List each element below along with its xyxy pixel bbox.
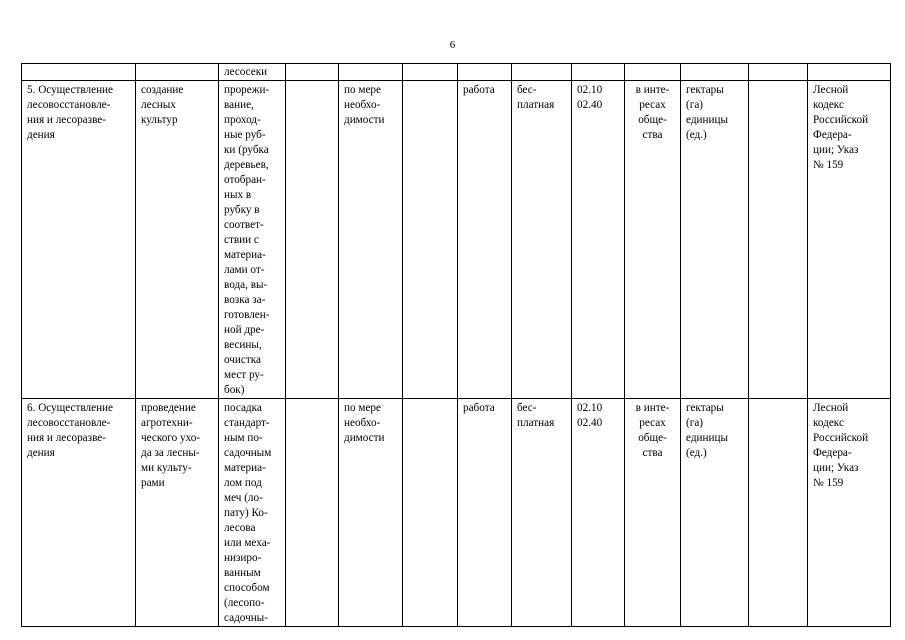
table-row [22,81,891,399]
interest-cell: в инте- ресах обще- ства [625,399,681,627]
table-cell [625,64,681,81]
page-number: 6 [449,39,456,51]
service-name-cell: 5. Осуществление лесовосстановле- ния и лесоразве- дения [22,81,136,399]
type-cell: работа [458,81,512,399]
table-cell [403,399,458,627]
units-cell: гектары (га) единицы (ед.) [681,399,749,627]
payment-cell: бес- платная [512,81,572,399]
work-type-cell: создание лесных культур [136,81,219,399]
table-cell [403,64,458,81]
table-cell [136,64,219,81]
table-row-continuation [22,64,891,81]
table-cell [749,64,808,81]
code-cell: 02.10 02.40 [572,81,625,399]
work-type-cell: проведение агротехни- ческого ухо- да за лесны- ми культу- рами [136,399,219,627]
table-cell [808,64,891,81]
type-cell: работа [458,399,512,627]
code-cell: 02.10 02.40 [572,399,625,627]
work-description-cell: прорежи- вание, проход- ные руб- ки (рубка деревьев, отобран- ных в рубку в соответ- ствии с материа- лами от- вода, вы- возка за- готовлен- ной дре- весины, очистка мест ру- бок) [219,81,286,399]
table-cell [286,399,339,627]
table-cell [22,64,136,81]
units-cell: гектары (га) единицы (ед.) [681,81,749,399]
table-cell [458,64,512,81]
table-cell [681,64,749,81]
service-name-cell: 6. Осуществление лесовосстановле- ния и лесоразве- дения [22,399,136,627]
table-cell [403,81,458,399]
table-cell: лесосеки [219,64,286,81]
legal-basis-cell: Лесной кодекс Российской Федера- ции; Указ № 159 [808,399,891,627]
frequency-cell: по мере необхо- димости [339,399,403,627]
services-table [21,63,891,627]
payment-cell: бес- платная [512,399,572,627]
work-description-cell: посадка стандарт- ным по- садочным материа- лом под меч (ло- пату) Ко- лесова или меха- низиро- ванным способом (лесопо- садочны- [219,399,286,627]
table-cell [749,81,808,399]
table-cell [286,81,339,399]
table-cell [286,64,339,81]
table-cell [512,64,572,81]
table-cell [572,64,625,81]
table-cell [339,64,403,81]
table-row [22,399,891,627]
frequency-cell: по мере необхо- димости [339,81,403,399]
interest-cell: в инте- ресах обще- ства [625,81,681,399]
legal-basis-cell: Лесной кодекс Российской Федера- ции; Указ № 159 [808,81,891,399]
table-cell [749,399,808,627]
